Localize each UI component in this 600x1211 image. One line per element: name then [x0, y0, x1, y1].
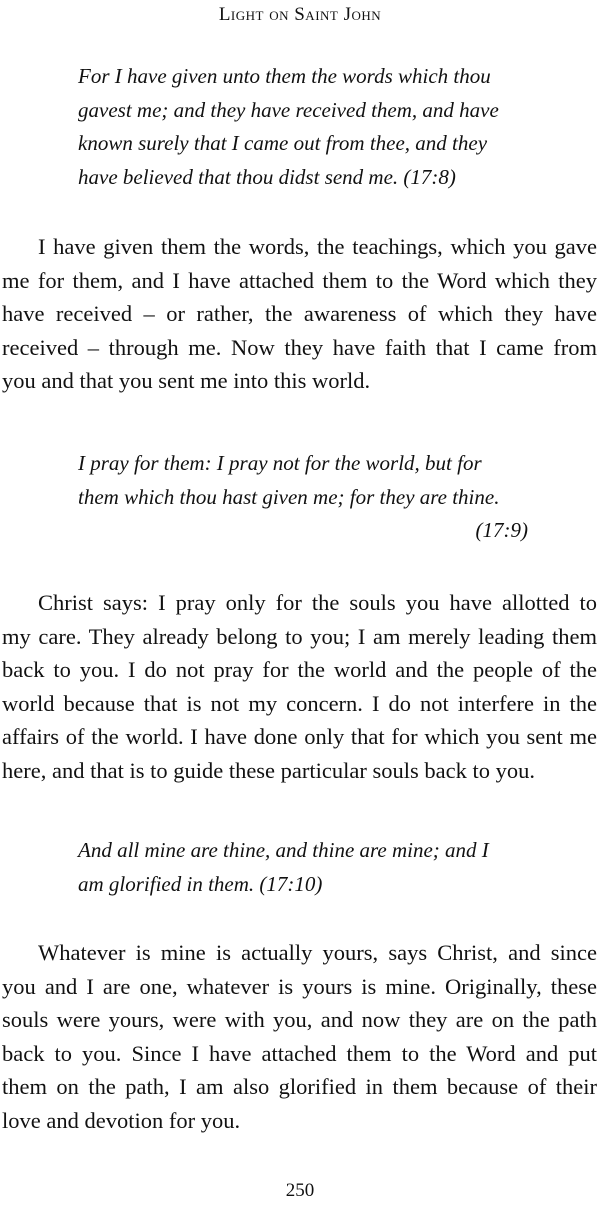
prose-line: Christ says: I pray only for the souls you have allotted to — [38, 590, 597, 615]
prose-line: Whatever is mine is actually yours, says Christ, and since — [38, 940, 597, 965]
prose-line: you and I are one, whatever is yours is mine. Originally, these — [2, 973, 597, 999]
verse-17-8 — [78, 60, 528, 194]
commentary-paragraph-2 — [2, 586, 597, 787]
verse-17-9 — [78, 447, 528, 548]
running-head: Light on Saint John — [218, 4, 382, 25]
commentary-paragraph-3 — [2, 936, 597, 1137]
verse-line: For I have given unto them the words which thou — [78, 64, 491, 88]
prose-line: souls were yours, were with you, and now they are on the path — [2, 1007, 597, 1032]
prose-line: me for them, and I have attached them to the Word which they — [2, 267, 597, 293]
verse-17-10 — [78, 834, 528, 901]
prose-line: love and devotion for you. — [2, 1107, 241, 1133]
prose-line: back to you. Since I have attached them to the Word and put — [2, 1040, 597, 1066]
prose-line: them on the path, I am also glorified in them because of their — [2, 1074, 597, 1099]
prose-line: world because that is not my concern. I do not interfere in the — [2, 690, 597, 716]
verse-reference: (17:9) — [475, 518, 528, 542]
prose-line: here, and that is to guide these particular souls back to you. — [2, 757, 535, 783]
prose-line: have received – or rather, the awareness of which they have — [2, 301, 597, 326]
prose-line: affairs of the world. I have done only that for which you sent me — [2, 724, 597, 749]
prose-line: back to you. I do not pray for the world and the people of the — [2, 657, 597, 682]
prose-line: my care. They already belong to you; I am merely leading them — [2, 623, 597, 649]
verse-line: I pray for them: I pray not for the world, but for — [78, 451, 482, 475]
verse-line: them which thou hast given me; for they are thine. — [78, 484, 500, 509]
prose-line: received – through me. Now they have faith that I came from — [2, 334, 597, 360]
prose-line: I have given them the words, the teachings, which you gave — [38, 234, 597, 259]
verse-line: gavest me; and they have received them, and have — [78, 97, 499, 122]
verse-line: have believed that thou didst send me. (17:8) — [78, 164, 456, 189]
verse-line: am glorified in them. (17:10) — [78, 871, 323, 896]
prose-line: you and that you sent me into this world. — [2, 368, 371, 393]
commentary-paragraph-1 — [2, 230, 597, 398]
page-number: 250 — [285, 1180, 315, 1201]
verse-line: known surely that I came out from thee, and they — [78, 131, 488, 155]
verse-line: And all mine are thine, and thine are mine; and I — [78, 838, 489, 862]
